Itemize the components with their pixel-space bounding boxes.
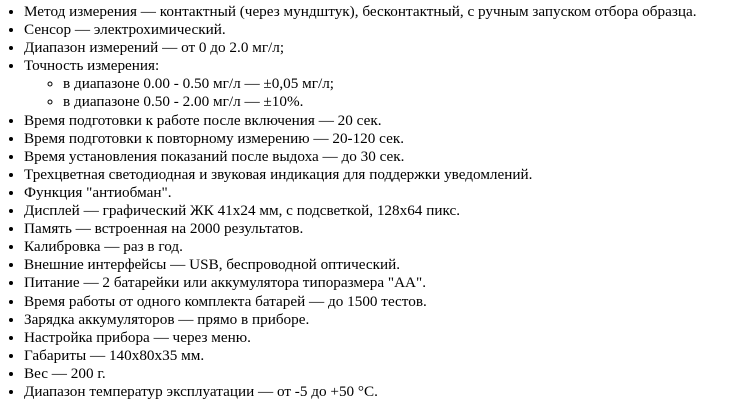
spec-item-power: • Питание — 2 батарейки или аккумулятора типоразмера "АА". (24, 274, 736, 292)
spec-item-interfaces: • Внешние интерфейсы — USB, беспроводной оптический. (24, 256, 736, 274)
accuracy-subitem-high-range: ◦ в диапазоне 0.50 - 2.00 мг/л — ±10%. (63, 93, 736, 111)
spec-item-accuracy (24, 57, 736, 111)
spec-item-accuracy-label: Точность измерения: (24, 57, 160, 75)
spec-item-warmup-time: • Время подготовки к работе после включения — 20 сек. (24, 112, 736, 130)
spec-item-battery-life: • Время работы от одного комплекта батарей — до 1500 тестов. (24, 293, 736, 311)
spec-item-calibration: • Калибровка — раз в год. (24, 238, 736, 256)
spec-item-charging: • Зарядка аккумуляторов — прямо в приборе. (24, 311, 736, 329)
spec-item-sensor: • Сенсор — электрохимический. (24, 21, 736, 39)
spec-item-measurement-method: • Метод измерения — контактный (через мундштук), бесконтактный, с ручным запуском отбора образца. (24, 3, 736, 21)
accuracy-sublist (24, 75, 736, 111)
spec-item-memory: • Память — встроенная на 2000 результатов. (24, 220, 736, 238)
spec-item-repeat-time: • Время подготовки к повторному измерению — 20-120 сек. (24, 130, 736, 148)
spec-item-weight: • Вес — 200 г. (24, 365, 736, 383)
spec-item-anticheat: • Функция "антиобман". (24, 184, 736, 202)
spec-item-indication: • Трехцветная светодиодная и звуковая индикация для поддержки уведомлений. (24, 166, 736, 184)
spec-item-temperature-range: • Диапазон температур эксплуатации — от -5 до +50 °С. (24, 383, 736, 401)
spec-item-measurement-range: • Диапазон измерений — от 0 до 2.0 мг/л; (24, 39, 736, 57)
accuracy-subitem-low-range: ◦ в диапазоне 0.00 - 0.50 мг/л — ±0,05 мг/л; (63, 75, 736, 93)
spec-item-dimensions: • Габариты — 140х80х35 мм. (24, 347, 736, 365)
spec-item-display: • Дисплей — графический ЖК 41х24 мм, с подсветкой, 128х64 пикс. (24, 202, 736, 220)
spec-item-settings: • Настройка прибора — через меню. (24, 329, 736, 347)
spec-item-reading-time: • Время установления показаний после выдоха — до 30 сек. (24, 148, 736, 166)
